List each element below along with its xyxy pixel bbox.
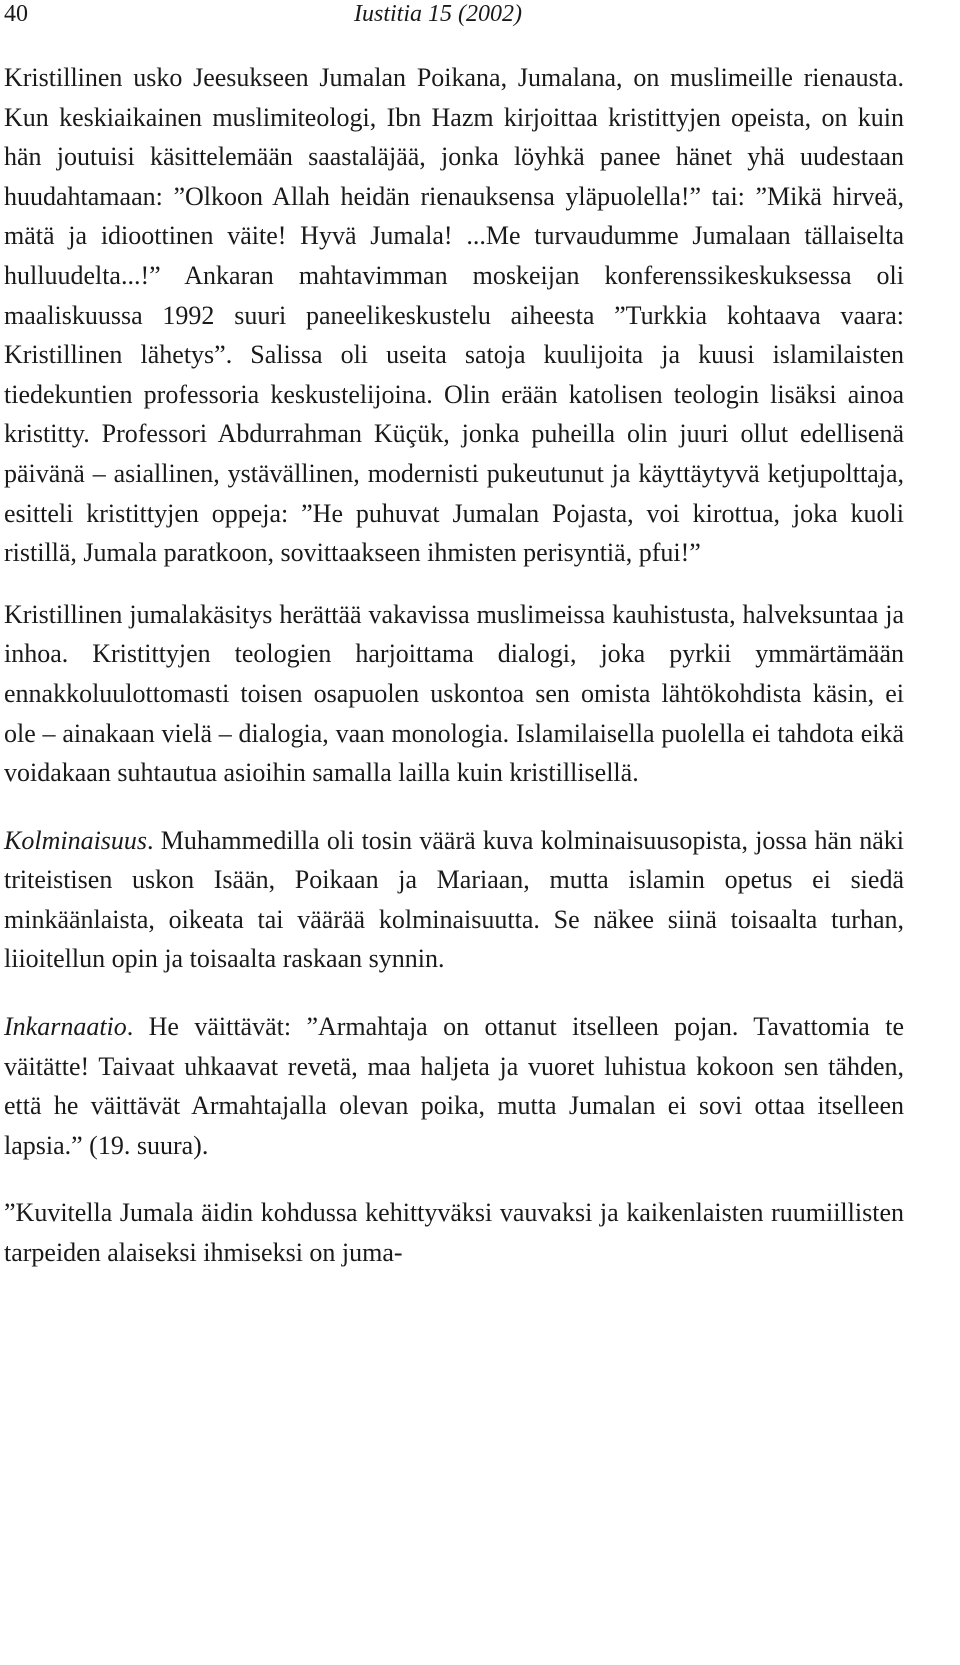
- document-page: [4, 0, 904, 1273]
- page-number: 40: [4, 1, 28, 27]
- paragraph: [4, 1193, 904, 1272]
- paragraph: [4, 58, 904, 573]
- paragraph: [4, 595, 904, 793]
- paragraph-lead-term: Kolminaisuus: [4, 825, 148, 855]
- paragraph: [4, 1007, 904, 1165]
- paragraph-text: Kristillinen usko Jeesukseen Jumalan Poikana, Jumalana, on muslimeille rienausta. Kun keskiaikainen muslimiteologi, Ibn Hazm kirjoittaa kristittyjen opeista, on kuin hän joutuisi käsittelemään saastaläjää, jonka löyhkä panee hänet yhä uudestaan huudahtamaan: ”Olkoon Allah heidän rienauksensa yläpuolella!” tai: ”Mikä hirveä, mätä ja idioottinen väite! Hyvä Jumala! ...Me turvaudumme Jumalaan tällaiselta hulluudelta...!” Ankaran mahtavimman moskeijan konferenssikeskuksessa oli maaliskuussa 1992 suuri paneelikeskustelu aiheesta ”Turkkia kohtaava vaara: Kristillinen lähetys”. Salissa oli useita satoja kuulijoita ja kuusi islamilaisten tiedekuntien professoria keskustelijoina. Olin erään katolisen teologin lisäksi ainoa kristitty. Professori Abdurrahman Küçük, jonka puheilla olin juuri ollut edellisenä päivänä – asiallinen, ystävällinen, modernisti pukeutunut ja käyttäytyvä ketjupolttaja, esitteli kristittyjen oppeja: ”He puhuvat Jumalan Pojasta, voi kirottua, joka kuoli ristillä, Jumala paratkoon, sovittaakseen ihmisten perisyntiä, pfui!”: [4, 63, 904, 568]
- running-title: Iustitia 15 (2002): [354, 1, 522, 27]
- paragraph: [4, 821, 904, 979]
- paragraph-text: ”Kuvitella Jumala äidin kohdussa kehittyväksi vauvaksi ja kaikenlaisten ruumiillisten tarpeiden alaiseksi ihmiseksi on juma-: [4, 1198, 904, 1268]
- paragraph-text: Kristillinen jumalakäsitys herättää vakavissa muslimeissa kauhistusta, halveksuntaa ja inhoa. Kristittyjen teologien harjoittama dialogi, joka pyrkii ymmärtämään ennakkoluulottomasti toisen osapuolen uskontoa sen omista lähtökohdista käsin, ei ole – ainakaan vielä – dialogia, vaan monologia. Islamilaisella puolella ei tahdota eikä voidakaan suhtautua asioihin samalla lailla kuin kristillisellä.: [4, 599, 904, 788]
- paragraph-text: . Muhammedilla oli tosin väärä kuva kolminaisuusopista, jossa hän näki triteistisen uskon Isään, Poikaan ja Mariaan, mutta islamin opetus ei siedä minkäänlaista, oikeata tai väärää kolminaisuutta. Se näkee siinä toisaalta turhan, liioitellun opin ja toisaalta raskaan synnin.: [4, 825, 904, 974]
- page-header: [4, 0, 904, 46]
- paragraph-lead-term: Inkarnaatio: [4, 1012, 127, 1042]
- paragraph-text: . He väittävät: ”Armahtaja on ottanut itselleen pojan. Tavattomia te väitätte! Taivaat uhkaavat revetä, maa haljeta ja vuoret luhistua kokoon sen tähden, että he väittävät Armahtajalla olevan poika, mutta Jumalan ei sovi ottaa itselleen lapsia.” (19. suura).: [4, 1012, 904, 1160]
